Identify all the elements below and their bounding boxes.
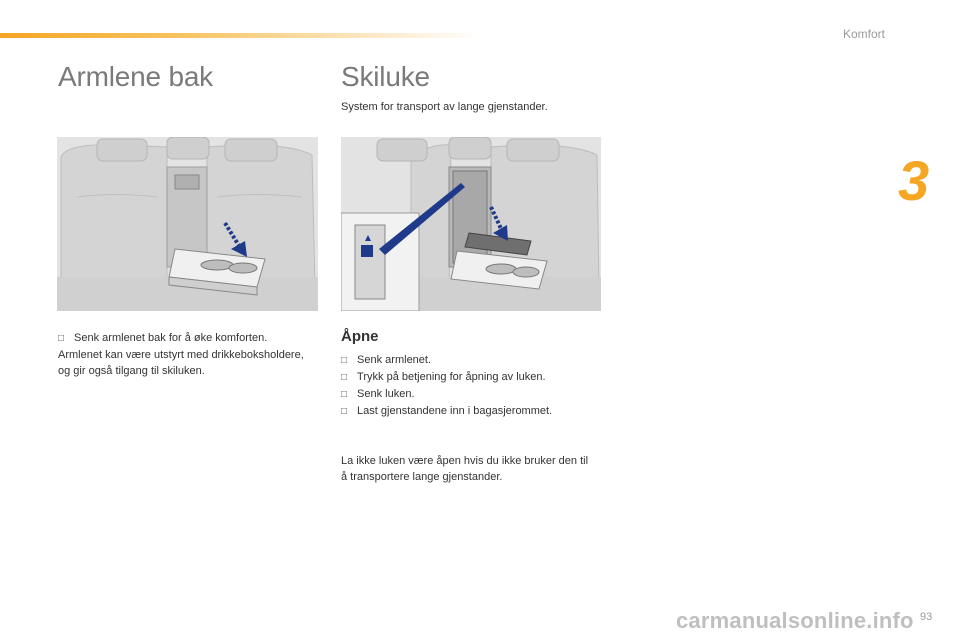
ski-hatch-image (341, 137, 601, 311)
step-text: Trykk på betjening for åpning av luken. (357, 371, 546, 383)
step-item (341, 386, 552, 403)
ski-hatch-title: Skiluke (341, 61, 430, 92)
header-accent-bar (0, 33, 480, 38)
rear-seat-armrest-image (57, 137, 318, 311)
step-text: Last gjenstandene inn i bagasjerommet. (357, 405, 553, 417)
armrest-illustration (57, 137, 318, 311)
page-number: 93 (920, 611, 933, 623)
chapter-number: 3 (898, 149, 930, 212)
open-subheading: Åpne (341, 328, 379, 345)
step-item (341, 352, 552, 369)
step-text: Senk luken. (357, 388, 415, 400)
open-steps-list (341, 352, 552, 420)
box-bullet-icon: □ (58, 333, 65, 344)
section-label: Komfort (842, 27, 885, 41)
step-text: Senk armlenet. (357, 354, 432, 366)
armrest-title: Armlene bak (58, 61, 213, 92)
box-bullet-icon: □ (341, 389, 348, 400)
watermark-text: carmanualsonline.info (676, 608, 914, 633)
step-item (341, 369, 552, 386)
armrest-description-block (58, 330, 308, 379)
box-bullet-icon: □ (341, 406, 348, 417)
ski-hatch-illustration (341, 137, 601, 311)
armrest-bullet-text: Senk armlenet bak for å øke komforten. (74, 332, 268, 344)
box-bullet-icon: □ (341, 355, 348, 366)
step-item (341, 403, 552, 420)
warning-note: La ikke luken være åpen hvis du ikke bruker den til å transportere lange gjenstander. (341, 455, 589, 483)
ski-hatch-intro: System for transport av lange gjenstander. (341, 101, 548, 113)
box-bullet-icon: □ (341, 372, 348, 383)
armrest-bullet-item (58, 330, 308, 347)
armrest-description: Armlenet kan være utstyrt med drikkeboksholdere, og gir også tilgang til skiluken. (58, 349, 304, 377)
